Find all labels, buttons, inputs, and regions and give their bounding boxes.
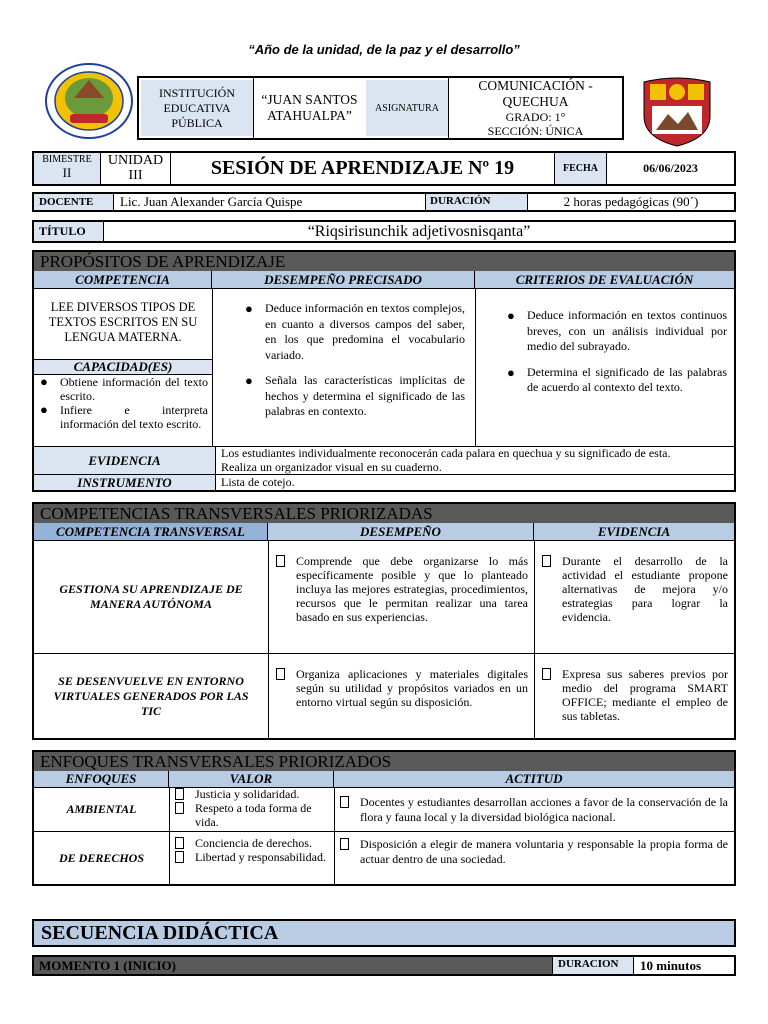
trans-desempeno-1 [272,554,528,624]
evidencia-label: EVIDENCIA [34,447,216,474]
momento-label: MOMENTO 1 (INICIO) [34,957,552,974]
trans-evidencia-1 [538,554,728,624]
iep-crest-logo [638,76,716,148]
desempenos-list [243,301,465,420]
trans-col-divider-1 [268,540,269,738]
trans-evidencia-item: Expresa sus saberes previos por medio del programa SMART OFFICE; mediante el empleo de sus tabletas. [538,667,728,723]
valor-item: Justicia y solidaridad. [171,787,331,801]
col-criterios: CRITERIOS DE EVALUACIÓN [475,271,734,288]
evidencia-text [216,447,734,474]
trans-comp-2: SE DESENVUELVE EN ENTORNO VIRTUALES GENERADOS POR LAS TIC [53,673,249,718]
desempeno-item: ● Señala las características implícitas de hechos y determina el significado de las palabras en contexto. [243,373,465,420]
valor-item: Conciencia de derechos. [171,836,331,850]
grade-value: GRADO: 1° [505,110,566,124]
valor-item: Respeto a toda forma de vida. [171,801,331,829]
bimestre-label: BIMESTRE [42,154,92,165]
fecha-label: FECHA [555,153,607,184]
enf-col-divider-1 [169,787,170,884]
enfoques-heading: ENFOQUES TRANSVERSALES PRIORIZADOS [34,752,734,771]
col-desempeno: DESEMPEÑO PRECISADO [212,271,475,288]
valores-derechos [171,836,331,864]
capacidades-label: CAPACIDAD(ES) [34,359,212,375]
checkbox-icon [276,668,285,680]
col-enfoques: ENFOQUES [34,771,169,787]
valor-item: Libertad y responsabilidad. [171,850,331,864]
checkbox-icon [542,668,551,680]
competencia-text: LEE DIVERSOS TIPOS DE TEXTOS ESCRITOS EN SU LENGUA MATERNA. [48,299,198,344]
docente-label: DOCENTE [34,194,114,210]
checkbox-icon [175,837,184,849]
secuencia-heading: SECUENCIA DIDÁCTICA [32,919,736,947]
checkbox-icon [340,796,349,808]
instrumento-value: Lista de cotejo. [221,475,295,489]
transversales-heading: COMPETENCIAS TRANSVERSALES PRIORIZADAS [34,504,734,523]
duracion-label: DURACIÓN [426,194,528,210]
trans-evidencia-2 [538,667,728,723]
criterios-list [505,308,727,396]
evidencia-line: Los estudiantes individualmente reconocerán cada palara en quechua y su significado de esta. [221,446,671,460]
checkbox-icon [276,555,285,567]
col-divider-1 [212,288,213,446]
actitud-item: Disposición a elegir de manera voluntaria y responsable la propia forma de actuar dentro de una sociedad. [336,837,728,867]
actitud-item: Docentes y estudiantes desarrollan acciones a favor de la conservación de la flora y fauna local y la diversidad biológica nacional. [336,795,728,825]
desempeno-item: ● Deduce información en textos complejos, en cuanto a diversos campos del saber, en los que predomina el vocabulario variado. [243,301,465,363]
evidencia-line: Realiza un organizador visual en su cuaderno. [221,459,442,474]
institution-name: “JUAN SANTOS ATAHUALPA” [253,78,365,138]
capacidad-item: ● Obtiene información del texto escrito. [38,375,208,403]
actitud-ambiental [336,795,728,825]
bimestre-value: II [62,165,72,180]
trans-comp-1: GESTIONA SU APRENDIZAJE DE MANERA AUTÓNOMA [59,582,243,611]
momento-duracion-label: DURACION [552,957,634,974]
duracion-value: 2 horas pedagógicas (90´) [563,194,699,209]
criterio-item: ● Determina el significado de las palabras de acuerdo al contexto del texto. [505,365,727,396]
enfoque-derechos: DE DERECHOS [58,850,145,865]
section-value: SECCIÓN: ÚNICA [487,124,584,138]
trans-col-divider-2 [534,540,535,738]
bimestre-cell [34,153,101,184]
titulo-value: “Riqsirisunchik adjetivosnisqanta” [307,223,531,240]
col-trans-evidencia: EVIDENCIA [534,523,734,540]
subject-cell [448,78,622,138]
col-valor: VALOR [169,771,334,787]
trans-desempeno-2 [272,667,528,709]
unidad-value: III [128,168,143,183]
col-divider-2 [475,288,476,446]
col-actitud: ACTITUD [334,771,734,787]
propositos-heading: PROPÓSITOS DE APRENDIZAJE [34,252,734,271]
docente-value: Lic. Juan Alexander García Quispe [114,194,426,210]
subject-value: COMUNICACIÓN - QUECHUA [478,78,593,109]
trans-evidencia-item: Durante el desarrollo de la actividad el estudiante propone alternativas de mejora y/o estrategias para lograr la evidencia. [538,554,728,624]
col-trans-desempeno: DESEMPEÑO [268,523,534,540]
checkbox-icon [340,838,349,850]
enfoque-ambiental: AMBIENTAL [66,802,137,816]
checkbox-icon [175,788,184,800]
enf-col-divider-2 [334,787,335,884]
titulo-label: TÍTULO [34,222,104,241]
unidad-cell [101,153,171,184]
checkbox-icon [175,851,184,863]
school-seal-logo [44,62,134,140]
capacidades-list [38,375,208,431]
col-competencia: COMPETENCIA [34,271,212,288]
motto: “Año de la unidad, de la paz y el desarrollo” [248,42,520,57]
instrumento-label: INSTRUMENTO [34,475,216,490]
institution-label: INSTITUCIÓN EDUCATIVA PÚBLICA [141,80,253,136]
trans-desempeno-item: Organiza aplicaciones y materiales digitales según su utilidad y propósitos variados en un entorno virtual según su disposición. [272,667,528,709]
capacidad-item: ● Infiere e interpreta información del texto escrito. [38,403,208,431]
subject-label: ASIGNATURA [366,80,448,136]
criterio-item: ● Deduce información en textos continuos breves, con un análisis individual por medio del subrayado. [505,308,727,355]
momento-duracion-value: 10 minutos [640,958,702,973]
checkbox-icon [542,555,551,567]
actitud-derechos [336,837,728,867]
session-title: SESIÓN DE APRENDIZAJE Nº 19 [171,153,555,184]
unidad-label: UNIDAD [107,153,164,168]
trans-desempeno-item: Comprende que debe organizarse lo más específicamente posible y que lo planteado incluya las mejores estrategias, procedimientos, recursos que le permitan realizar una tarea basado en sus experiencias. [272,554,528,624]
checkbox-icon [175,802,184,814]
header-divider [34,288,734,289]
col-comp-transversal: COMPETENCIA TRANSVERSAL [34,523,268,540]
fecha-value: 06/06/2023 [643,161,698,175]
valores-ambiental [171,787,331,829]
